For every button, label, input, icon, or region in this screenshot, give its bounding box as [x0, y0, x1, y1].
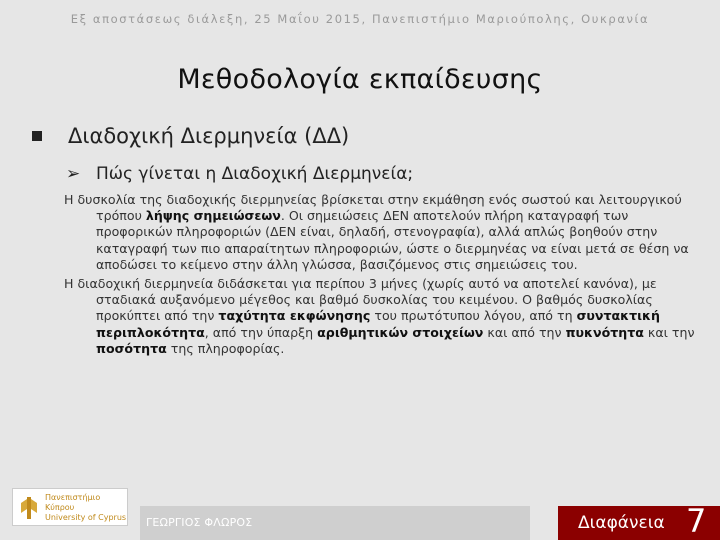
slide-number: 7: [686, 502, 707, 540]
para1-text-a: Η δυσκολία της διαδοχικής διερμηνείας βρίσκεται στην εκμάθηση ενός σωστού και λειτουργικού τρόπου: [64, 192, 682, 224]
para2-text-a: Η διαδοχική διερμηνεία διδάσκεται για περίπου 3 μήνες (χωρίς αυτό να αποτελεί κανόνα), με σταδιακά αυξανόμενο μέγεθος και βαθμό δυσκολίας του κειμένου. Ο βαθμός δυσκολίας προκύπτει από την: [64, 276, 657, 324]
footer-presenter-bar: [140, 506, 530, 540]
para2-text-g: και από την: [483, 324, 566, 340]
square-bullet-icon: [32, 131, 42, 141]
para1-emphasis-notes: λήψης σημειώσεων: [145, 208, 281, 224]
arrow-bullet-icon: ➢: [66, 164, 81, 184]
para2-emphasis-density: πυκνότητα: [565, 324, 644, 340]
slide-title: Μεθοδολογία εκπαίδευσης: [177, 64, 543, 95]
presenter-name: ΓΕΩΡΓΙΟΣ ΦΛΩΡΟΣ: [146, 516, 253, 529]
university-logo: [12, 488, 128, 526]
para2-emphasis-syntax: συντακτική περιπλοκότητα: [96, 308, 660, 340]
para2-emphasis-speed: ταχύτητα εκφώνησης: [218, 308, 371, 324]
university-name-english: University of Cyprus: [45, 513, 127, 522]
slide-number-box: [558, 502, 720, 540]
para2-text-e: , από την ύπαρξη: [204, 324, 318, 340]
paragraph-note-taking: [64, 192, 696, 273]
university-emblem-icon: [19, 495, 39, 521]
para2-text-i: και την: [643, 324, 695, 340]
bullet-level-1: [32, 124, 712, 148]
body-text: [64, 192, 696, 360]
university-name: [45, 493, 127, 523]
university-name-greek: Πανεπιστήμιο Κύπρου: [45, 493, 101, 512]
paragraph-teaching: [64, 276, 696, 357]
slide-label: Διαφάνεια: [578, 513, 665, 533]
para2-text-k: της πληροφορίας.: [166, 340, 285, 356]
bullet-level-2: [66, 164, 706, 184]
para2-emphasis-quantity: ποσότητα: [96, 340, 167, 356]
para2-text-c: του πρωτότυπου λόγου, από τη: [370, 308, 577, 324]
bullet-level-1-text: Διαδοχική Διερμηνεία (ΔΔ): [68, 124, 350, 148]
lecture-header: Εξ αποστάσεως διάλεξη, 25 Μαΐου 2015, Πανεπιστήμιο Μαριούπολης, Ουκρανία: [70, 12, 650, 26]
para1-text-c: . Οι σημειώσεις ΔΕΝ αποτελούν πλήρη καταγραφή των προφορικών πληροφοριών (ΔΕΝ είναι, δηλαδή, στενογραφία), αλλά απλώς βοηθούν στην καταγραφή των πιο απαραίτητων πληροφοριών, ώστε ο διερμηνέας να είναι μετά σε θέση να αποδώσει το κείμενο στην άλλη γλώσσα, βασιζόμενος στις σημειώσεις του.: [96, 208, 689, 272]
bullet-level-2-text: Πώς γίνεται η Διαδοχική Διερμηνεία;: [96, 164, 414, 184]
para2-emphasis-numbers: αριθμητικών στοιχείων: [317, 324, 484, 340]
